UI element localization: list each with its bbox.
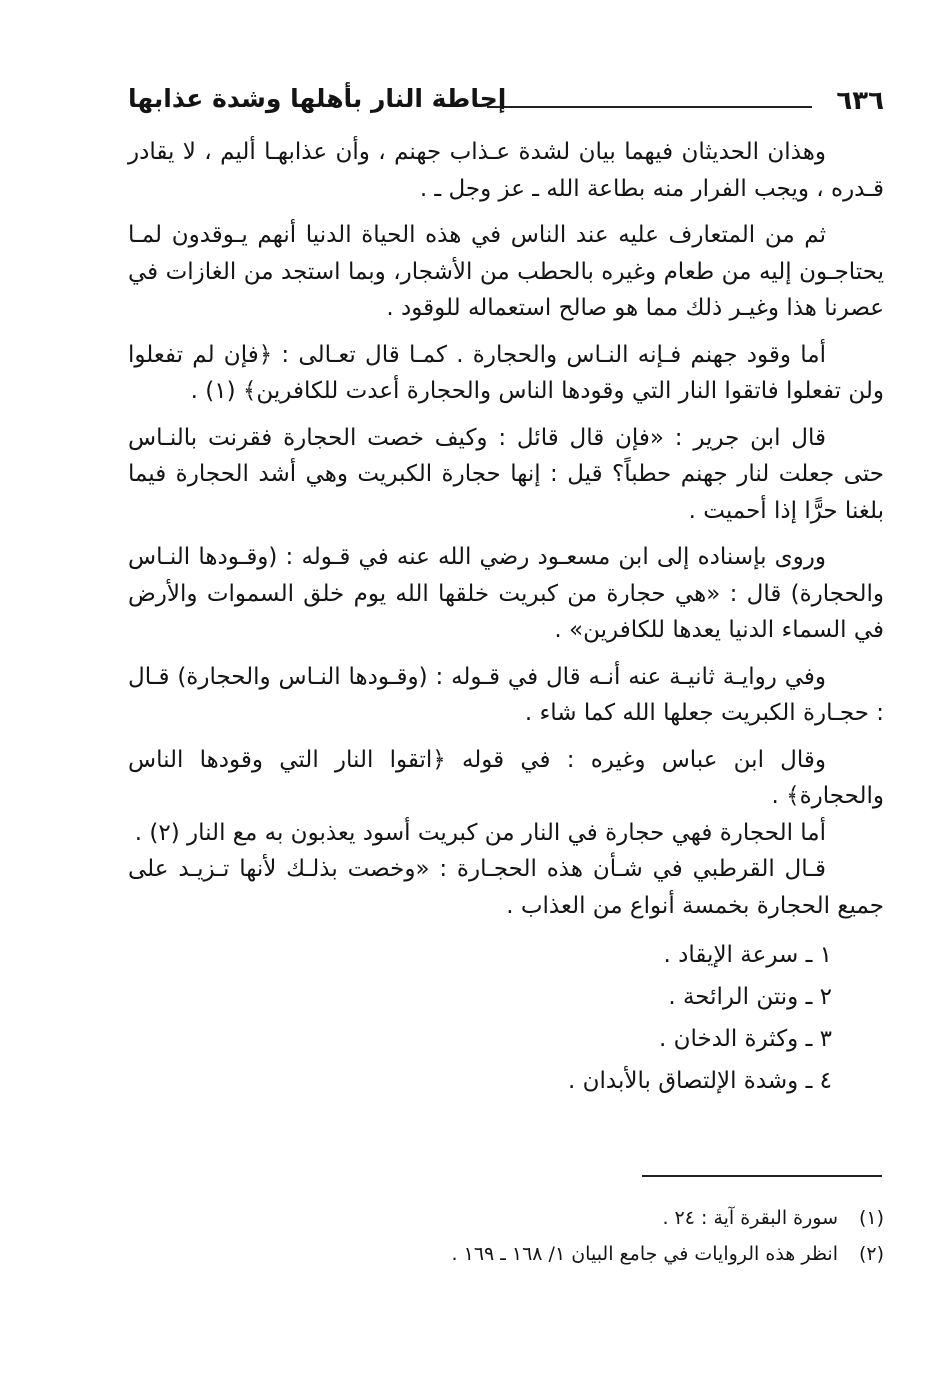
paragraph: وفي روايـة ثانيـة عنه أنـه قال في قـوله : (وقـودها النـاس والحجارة) قـال : حجـارة الكبريت جعلها الله كما شاء . bbox=[128, 663, 884, 726]
footnote-separator bbox=[642, 1175, 882, 1177]
page-number: ٦٣٦ bbox=[836, 86, 884, 116]
footnote-number: (٢) bbox=[858, 1243, 884, 1265]
list-item: ٣ ـ وكثرة الدخان . bbox=[659, 1026, 832, 1052]
footnote bbox=[128, 1200, 884, 1236]
list-item: ١ ـ سرعة الإيقاد . bbox=[663, 942, 832, 968]
footnotes bbox=[128, 1200, 884, 1272]
page-header bbox=[128, 78, 884, 124]
paragraph: وهذان الحديثان فيهما بيان لشدة عـذاب جهنم ، وأن عذابهـا أليم ، لا يقادر قـدره ، ويجب الفرار منه بطاعة الله ـ عز وجل ـ . bbox=[128, 139, 884, 202]
list-item: ٤ ـ وشدة الإلتصاق بالأبدان . bbox=[567, 1068, 832, 1094]
footnote-text: انظر هذه الروايات في جامع البيان ١/ ١٦٨ ـ ١٦٩ . bbox=[451, 1243, 838, 1265]
footnote bbox=[128, 1236, 884, 1272]
paragraph: ثم من المتعارف عليه عند الناس في هذه الحياة الدنيا أنهم يـوقدون لمـا يحتاجـون إليه من طعام وغيره بالحطب من الأشجار، وبما استجد من الغازات في عصرنا هذا وغيـر ذلك مما هو صالح استعماله للوقود . bbox=[128, 222, 884, 321]
paragraph: قـال القرطبي في شـأن هذه الحجـارة : «وخصت بذلـك لأنها تـزيـد على جميع الحجارة بخمسة أنواع من العذاب . bbox=[128, 856, 884, 919]
header-rule bbox=[487, 106, 812, 108]
paragraph: قال ابن جرير : «فإن قال قائل : وكيف خصت الحجارة فقرنت بالنـاس حتى جعلت لنار جهنم حطباً؟ قيل : إنها حجارة الكبريت وهي أشد الحجارة فيما بلغنا حرًّا إذا أحميت . bbox=[128, 424, 884, 524]
footnote-number: (١) bbox=[858, 1207, 884, 1229]
list-item: ٢ ـ ونتن الرائحة . bbox=[668, 984, 832, 1010]
paragraph: وقال ابن عباس وغيره : في قوله ﴿اتقوا النار التي وقودها الناس والحجارة﴾ . bbox=[128, 746, 884, 809]
paragraph: أما وقود جهنم فـإنه النـاس والحجارة . كمـا قال تعـالى : ﴿فإن لم تفعلوا ولن تفعلوا فاتقوا النار التي وقودها الناس والحجارة أعدت للكافرين﴾ (١) . bbox=[128, 341, 884, 404]
paragraph: أما الحجارة فهي حجارة في النار من كبريت أسود يعذبون به مع النار (٢) . bbox=[134, 819, 826, 846]
torment-list bbox=[128, 934, 832, 1102]
footnote-text: سورة البقرة آية : ٢٤ . bbox=[662, 1207, 838, 1229]
paragraph: وروى بإسناده إلى ابن مسعـود رضي الله عنه في قـوله : (وقـودها النـاس والحجارة) قال : «هي حجارة من كبريت خلقها الله يوم خلق السموات والأرض في السماء الدنيا يعدها للكافرين» . bbox=[128, 544, 884, 643]
running-title: إحاطة النار بأهلها وشدة عذابها bbox=[128, 84, 507, 113]
page-body bbox=[128, 134, 884, 1102]
